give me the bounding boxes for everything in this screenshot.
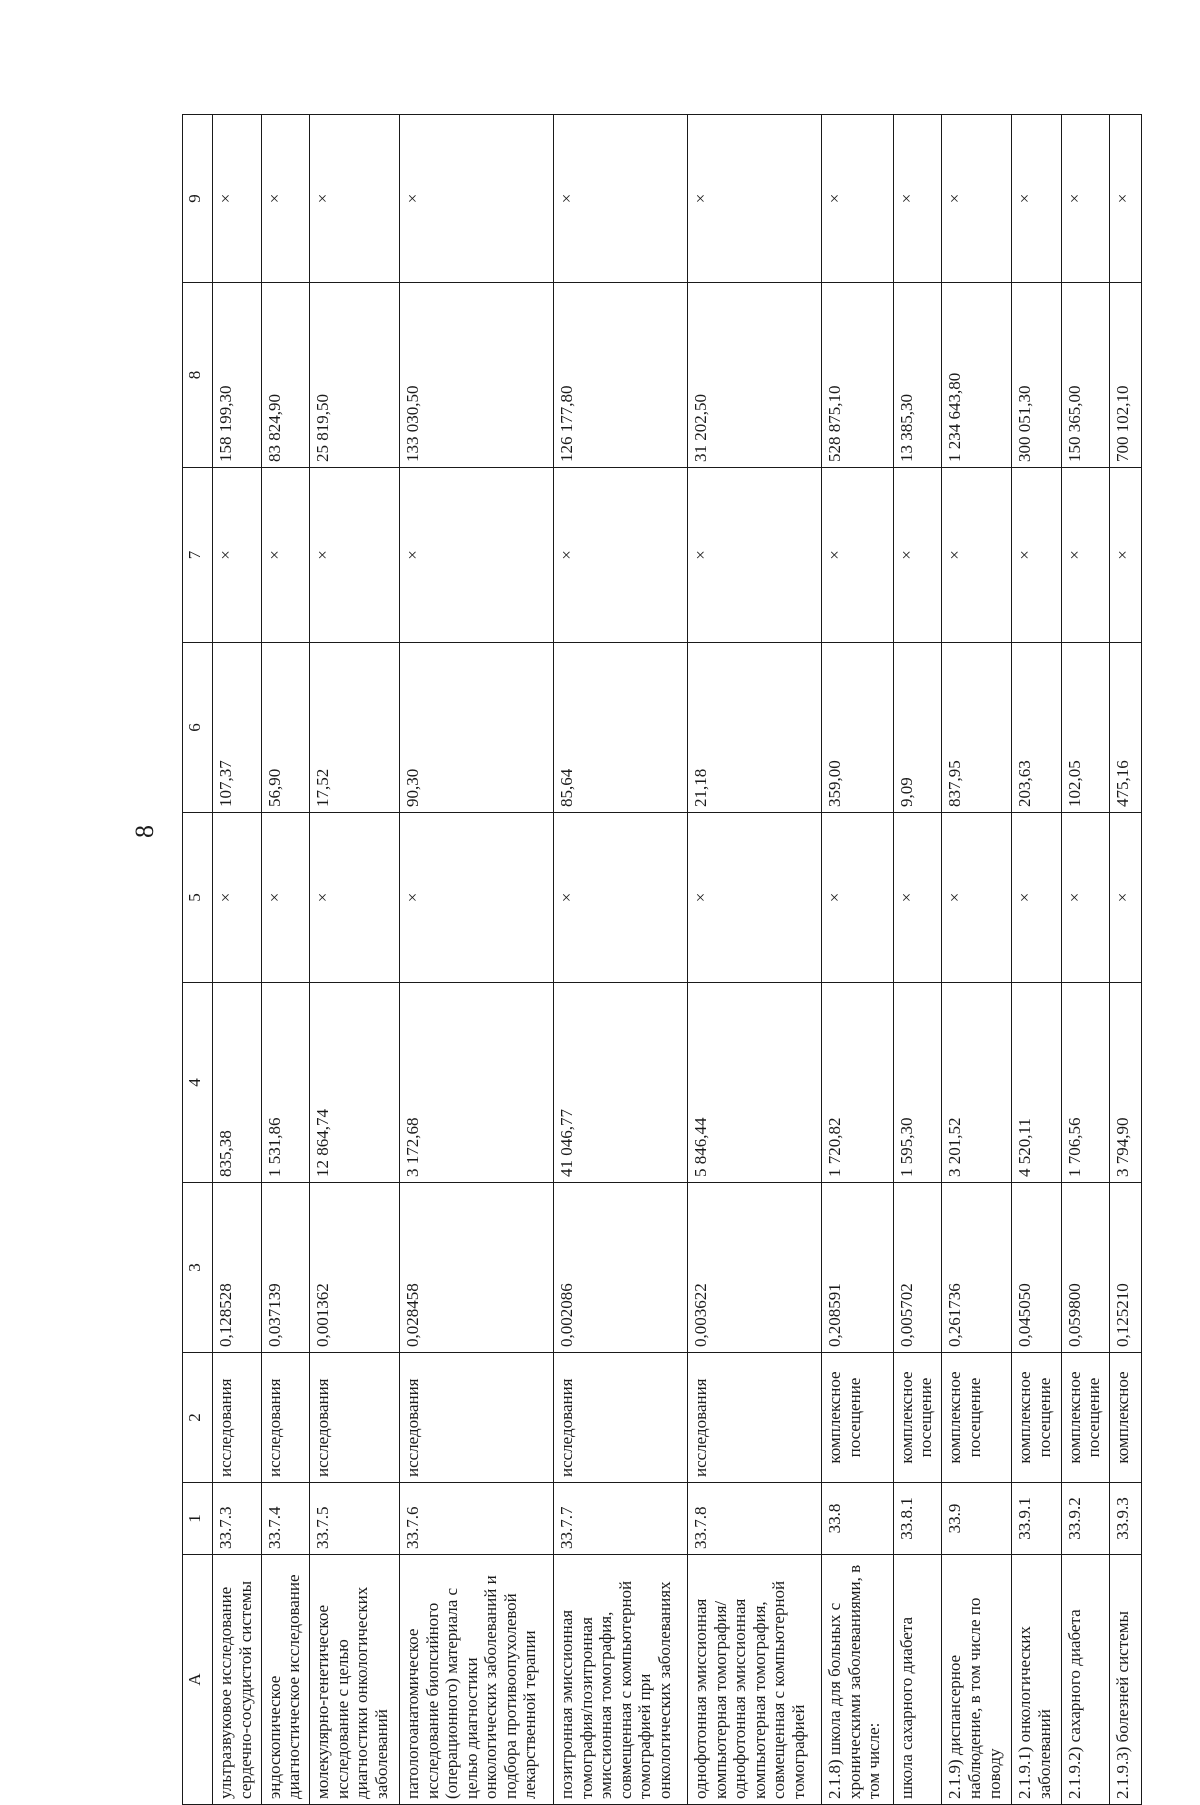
col-header-1: 1 xyxy=(183,1483,213,1555)
row-c5: × xyxy=(554,813,688,983)
row-c3: 0,005702 xyxy=(893,1183,942,1353)
row-c4: 3 201,52 xyxy=(942,983,1012,1183)
row-c8: 25 819,50 xyxy=(310,283,400,468)
row-c7: × xyxy=(1110,468,1142,643)
row-c8: 13 385,30 xyxy=(893,283,942,468)
row-c9: × xyxy=(554,115,688,283)
row-unit: комплексное посещение xyxy=(942,1353,1012,1483)
row-c8: 300 051,30 xyxy=(1012,283,1062,468)
table-row xyxy=(1012,115,1062,1805)
row-c5: × xyxy=(688,813,822,983)
row-c5: × xyxy=(310,813,400,983)
row-c8: 133 030,50 xyxy=(400,283,554,468)
row-c4: 835,38 xyxy=(213,983,262,1183)
row-unit: комплексное посещение xyxy=(1061,1353,1110,1483)
page-number: 8 xyxy=(130,825,159,838)
rotated-table-wrapper xyxy=(182,115,1142,1805)
row-name: 2.1.8) школа для больных с хроническими заболеваниями, в том числе: xyxy=(822,1555,894,1805)
row-c3: 0,059800 xyxy=(1061,1183,1110,1353)
row-c9: × xyxy=(1012,115,1062,283)
row-c8: 31 202,50 xyxy=(688,283,822,468)
row-c7: × xyxy=(213,468,262,643)
row-c9: × xyxy=(822,115,894,283)
row-c6: 56,90 xyxy=(261,643,310,813)
row-c9: × xyxy=(1110,115,1142,283)
row-c8: 150 365,00 xyxy=(1061,283,1110,468)
row-c7: × xyxy=(1061,468,1110,643)
table-row xyxy=(1061,115,1110,1805)
row-c3: 0,003622 xyxy=(688,1183,822,1353)
row-c5: × xyxy=(400,813,554,983)
row-unit: исследования xyxy=(400,1353,554,1483)
row-c6: 107,37 xyxy=(213,643,262,813)
row-c7: × xyxy=(822,468,894,643)
row-c4: 1 720,82 xyxy=(822,983,894,1183)
tariff-table xyxy=(182,114,1142,1805)
row-c4: 3 172,68 xyxy=(400,983,554,1183)
col-header-7: 7 xyxy=(183,468,213,643)
row-c8: 700 102,10 xyxy=(1110,283,1142,468)
row-c8: 158 199,30 xyxy=(213,283,262,468)
row-c7: × xyxy=(310,468,400,643)
row-c4: 1 706,56 xyxy=(1061,983,1110,1183)
row-c9: × xyxy=(1061,115,1110,283)
row-c4: 41 046,77 xyxy=(554,983,688,1183)
row-code: 33.7.4 xyxy=(261,1483,310,1555)
row-c5: × xyxy=(1110,813,1142,983)
row-c3: 0,261736 xyxy=(942,1183,1012,1353)
row-c5: × xyxy=(1061,813,1110,983)
row-code: 33.7.8 xyxy=(688,1483,822,1555)
row-name: однофотонная эмиссионная компьютерная томография/ однофотонная эмиссионная компьютерная томография, совмещенная с компьютерной томографией xyxy=(688,1555,822,1805)
row-c5: × xyxy=(261,813,310,983)
row-code: 33.9.2 xyxy=(1061,1483,1110,1555)
table-row xyxy=(213,115,262,1805)
table-row xyxy=(400,115,554,1805)
row-c6: 837,95 xyxy=(942,643,1012,813)
row-unit: комплексное посещение xyxy=(1012,1353,1062,1483)
table-row xyxy=(942,115,1012,1805)
row-c8: 528 875,10 xyxy=(822,283,894,468)
row-c8: 1 234 643,80 xyxy=(942,283,1012,468)
col-header-a: А xyxy=(183,1555,213,1805)
row-c3: 0,045050 xyxy=(1012,1183,1062,1353)
col-header-5: 5 xyxy=(183,813,213,983)
table-row xyxy=(893,115,942,1805)
row-c6: 90,30 xyxy=(400,643,554,813)
row-c7: × xyxy=(893,468,942,643)
row-unit: исследования xyxy=(688,1353,822,1483)
row-c5: × xyxy=(1012,813,1062,983)
row-c7: × xyxy=(1012,468,1062,643)
row-name: школа сахарного диабета xyxy=(893,1555,942,1805)
row-code: 33.8.1 xyxy=(893,1483,942,1555)
row-unit: комплексное посещение xyxy=(893,1353,942,1483)
row-c9: × xyxy=(213,115,262,283)
row-code: 33.9.1 xyxy=(1012,1483,1062,1555)
row-code: 33.8 xyxy=(822,1483,894,1555)
row-name: ультразвуковое исследование сердечно-сосудистой системы xyxy=(213,1555,262,1805)
row-c3: 0,037139 xyxy=(261,1183,310,1353)
row-c7: × xyxy=(688,468,822,643)
row-code: 33.7.6 xyxy=(400,1483,554,1555)
row-name: молекулярно-генетическое исследование с целью диагностики онкологических заболеваний xyxy=(310,1555,400,1805)
row-c4: 4 520,11 xyxy=(1012,983,1062,1183)
table-row xyxy=(1110,115,1142,1805)
row-code: 33.7.5 xyxy=(310,1483,400,1555)
row-c6: 359,00 xyxy=(822,643,894,813)
header-row xyxy=(183,115,213,1805)
table-row xyxy=(310,115,400,1805)
col-header-2: 2 xyxy=(183,1353,213,1483)
row-name: 2.1.9.3) болезней системы xyxy=(1110,1555,1142,1805)
row-c5: × xyxy=(822,813,894,983)
row-c7: × xyxy=(261,468,310,643)
row-unit: исследования xyxy=(261,1353,310,1483)
row-c6: 475,16 xyxy=(1110,643,1142,813)
row-c6: 203,63 xyxy=(1012,643,1062,813)
row-c6: 85,64 xyxy=(554,643,688,813)
row-c5: × xyxy=(893,813,942,983)
row-c5: × xyxy=(213,813,262,983)
row-c9: × xyxy=(688,115,822,283)
row-c7: × xyxy=(400,468,554,643)
row-c4: 1 595,30 xyxy=(893,983,942,1183)
row-c4: 5 846,44 xyxy=(688,983,822,1183)
row-c3: 0,208591 xyxy=(822,1183,894,1353)
row-code: 33.7.7 xyxy=(554,1483,688,1555)
row-c9: × xyxy=(310,115,400,283)
row-code: 33.7.3 xyxy=(213,1483,262,1555)
row-c9: × xyxy=(400,115,554,283)
row-name: позитронная эмиссионная томография/позитронная эмиссионная томография, совмещенная с компьютерной томографией при онкологических заболеваниях xyxy=(554,1555,688,1805)
row-c4: 12 864,74 xyxy=(310,983,400,1183)
col-header-3: 3 xyxy=(183,1183,213,1353)
row-c5: × xyxy=(942,813,1012,983)
row-c4: 3 794,90 xyxy=(1110,983,1142,1183)
row-c3: 0,128528 xyxy=(213,1183,262,1353)
table-row xyxy=(822,115,894,1805)
row-c3: 0,002086 xyxy=(554,1183,688,1353)
row-c7: × xyxy=(554,468,688,643)
row-c9: × xyxy=(942,115,1012,283)
row-c9: × xyxy=(261,115,310,283)
table-row xyxy=(261,115,310,1805)
row-c6: 21,18 xyxy=(688,643,822,813)
row-c7: × xyxy=(942,468,1012,643)
row-name: патологоанатомическое исследование биопсийного (операционного) материала с целью диагностики онкологических заболеваний и подбора противоопухолевой лекарственной терапии xyxy=(400,1555,554,1805)
col-header-9: 9 xyxy=(183,115,213,283)
col-header-6: 6 xyxy=(183,643,213,813)
row-c6: 17,52 xyxy=(310,643,400,813)
row-c3: 0,125210 xyxy=(1110,1183,1142,1353)
row-unit: исследования xyxy=(213,1353,262,1483)
row-c6: 9,09 xyxy=(893,643,942,813)
row-c3: 0,028458 xyxy=(400,1183,554,1353)
row-name: 2.1.9.2) сахарного диабета xyxy=(1061,1555,1110,1805)
row-name: эндоскопическое диагностическое исследование xyxy=(261,1555,310,1805)
row-code: 33.9.3 xyxy=(1110,1483,1142,1555)
row-code: 33.9 xyxy=(942,1483,1012,1555)
row-c3: 0,001362 xyxy=(310,1183,400,1353)
row-c9: × xyxy=(893,115,942,283)
row-name: 2.1.9) диспансерное наблюдение, в том числе по поводу xyxy=(942,1555,1012,1805)
row-c8: 83 824,90 xyxy=(261,283,310,468)
col-header-8: 8 xyxy=(183,283,213,468)
row-c8: 126 177,80 xyxy=(554,283,688,468)
row-name: 2.1.9.1) онкологических заболеваний xyxy=(1012,1555,1062,1805)
col-header-4: 4 xyxy=(183,983,213,1183)
row-c4: 1 531,86 xyxy=(261,983,310,1183)
row-unit: комплексное xyxy=(1110,1353,1142,1483)
row-c6: 102,05 xyxy=(1061,643,1110,813)
table-row xyxy=(688,115,822,1805)
row-unit: исследования xyxy=(310,1353,400,1483)
row-unit: исследования xyxy=(554,1353,688,1483)
row-unit: комплексное посещение xyxy=(822,1353,894,1483)
table-row xyxy=(554,115,688,1805)
